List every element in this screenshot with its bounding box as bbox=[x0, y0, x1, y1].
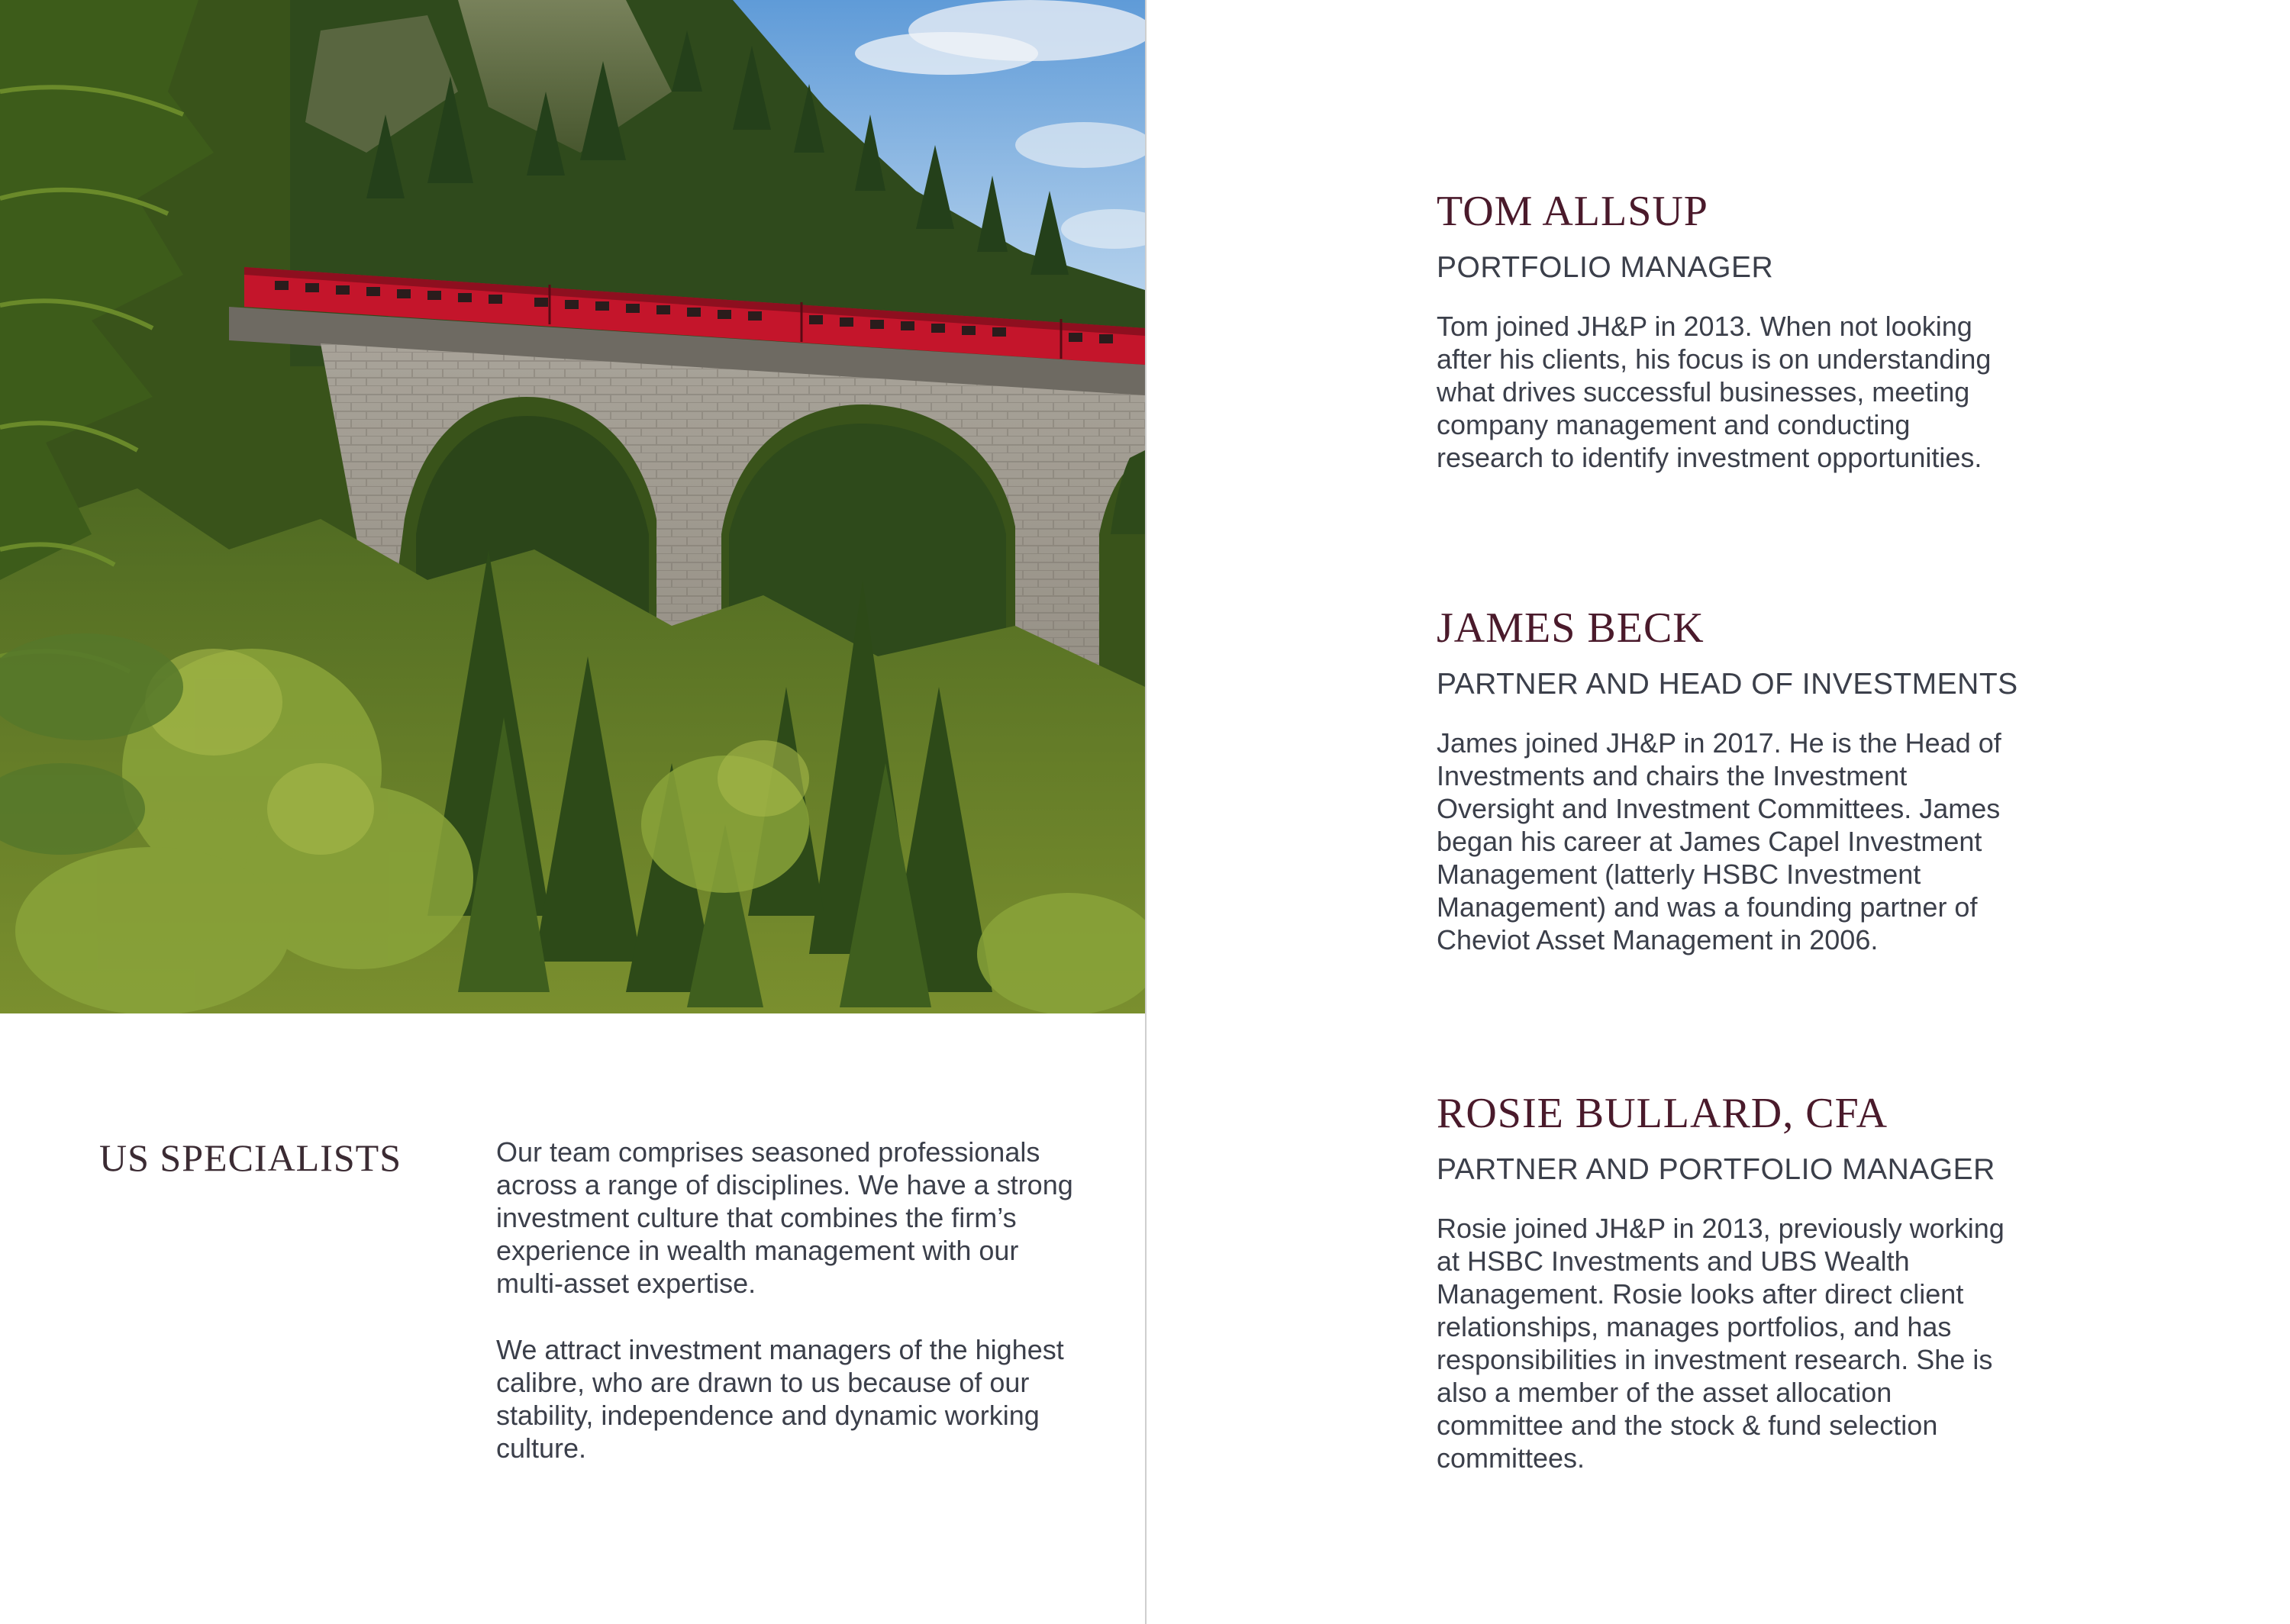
profile-james-beck bbox=[1437, 601, 2124, 956]
profile-role: PORTFOLIO MANAGER bbox=[1437, 251, 1774, 284]
profile-name: TOM ALLSUP bbox=[1437, 188, 1708, 235]
profile-name: ROSIE BULLARD, CFA bbox=[1437, 1090, 1888, 1137]
profile-tom-allsup bbox=[1437, 185, 2124, 474]
section-title: US SPECIALISTS bbox=[99, 1136, 402, 1179]
profile-bio: Rosie joined JH&P in 2013, previously working at HSBC Investments and UBS Wealth Management. Rosie looks after direct client relationships, manages portfolios, and has responsibilities in investment research. She is also a member of the asset allocation committee and the stock & fund selection committees. bbox=[1437, 1213, 2005, 1474]
intro-paragraph: We attract investment managers of the highest calibre, who are drawn to us because of our stability, independence and dynamic working culture. bbox=[496, 1334, 1064, 1464]
right-page bbox=[1147, 0, 2290, 1624]
profile-role: PARTNER AND PORTFOLIO MANAGER bbox=[1437, 1153, 1995, 1186]
profile-rosie-bullard bbox=[1437, 1087, 2124, 1474]
viaduct-train-photo bbox=[0, 0, 1145, 1013]
profile-name: JAMES BECK bbox=[1437, 604, 1705, 652]
profile-bio: Tom joined JH&P in 2013. When not looking after his clients, his focus is on understanding what drives successful businesses, meeting company management and conducting research to identify investment opportunities. bbox=[1437, 311, 1992, 473]
profile-role: PARTNER AND HEAD OF INVESTMENTS bbox=[1437, 668, 2018, 701]
profile-bio: James joined JH&P in 2017. He is the Head of Investments and chairs the Investment Oversight and Investment Committees. James began his career at James Capel Investment Management (latterly HSBC Investment Management) and was a founding partner of Cheviot Asset Management in 2006. bbox=[1437, 727, 2001, 955]
intro-text bbox=[496, 1136, 1076, 1498]
intro-paragraph: Our team comprises seasoned professionals across a range of disciplines. We have a strong investment culture that combines the firm’s experience in wealth management with our multi-asset expertise. bbox=[496, 1136, 1073, 1299]
